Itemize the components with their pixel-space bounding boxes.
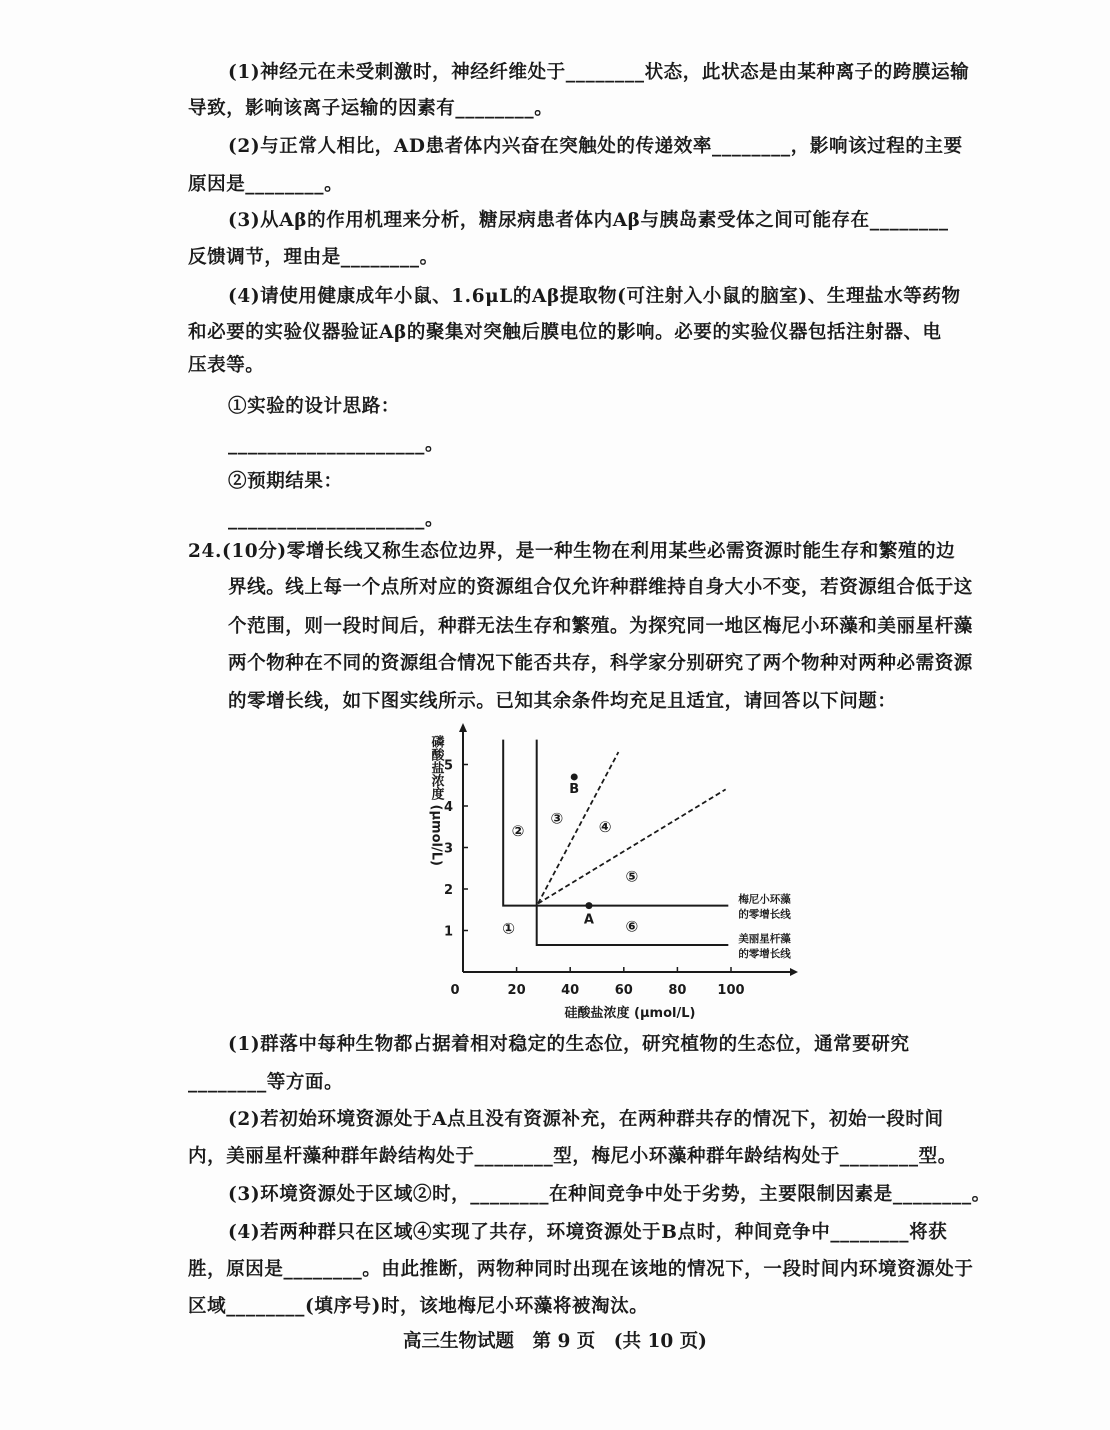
y-tick-label: 1 <box>443 924 453 940</box>
y-tick-label: 5 <box>443 758 453 774</box>
text-line: (2)若初始环境资源处于A点且没有资源补充，在两种群共存的情况下，初始一段时间 <box>228 1109 944 1130</box>
zero-growth-chart <box>420 715 810 1025</box>
y-tick-label: 4 <box>443 800 453 815</box>
text-line: 压表等。 <box>188 355 265 376</box>
text-line: 反馈调节，理由是________。 <box>188 247 439 268</box>
text-line: 24.(10分)零增长线又称生态位边界，是一种生物在利用某些必需资源时能生存和繁殖的边 <box>188 541 956 562</box>
y-tick-label: 2 <box>443 883 453 898</box>
x-tick-label: 0 <box>450 983 460 998</box>
text-line: 导致，影响该离子运输的因素有________。 <box>188 98 554 119</box>
text-line: 胜，原因是________。由此推断，两物种同时出现在该地的情况下，一段时间内环境资源处于 <box>188 1259 974 1280</box>
x-axis-label: 硅酸盐浓度 (μmol/L) <box>564 1006 696 1021</box>
text-line: 区域________(填序号)时，该地梅尼小环藻将被淘汰。 <box>188 1296 649 1317</box>
region-label: ⑥ <box>625 917 639 936</box>
text-line: 两个物种在不同的资源组合情况下能否共存，科学家分别研究了两个物种对两种必需资源 <box>228 653 973 674</box>
series-label: 梅尼小环藻 <box>738 893 791 906</box>
region-label: ① <box>502 919 515 938</box>
text-line: (1)神经元在未受刺激时，神经纤维处于________状态，此状态是由某种离子的跨膜运输 <box>228 62 970 83</box>
x-axis-arrow-icon <box>790 968 798 976</box>
text-line: 内，美丽星杆藻种群年龄结构处于________型，梅尼小环藻种群年龄结构处于________型。 <box>188 1146 957 1167</box>
text-line: (3)从Aβ的作用机理来分析，糖尿病患者体内Aβ与胰岛素受体之间可能存在________ <box>228 210 949 231</box>
x-tick-label: 60 <box>614 983 633 998</box>
text-line: 和必要的实验仪器验证Aβ的聚集对突触后膜电位的影响。必要的实验仪器包括注射器、电 <box>188 322 942 343</box>
text-line: ①实验的设计思路： <box>228 396 400 417</box>
y-axis-label: 磷酸盐浓度 (μmol/L) <box>428 735 444 866</box>
series-label: 的零增长线 <box>738 908 791 921</box>
x-tick-label: 100 <box>717 983 745 998</box>
series-line <box>537 740 729 945</box>
region-label: ⑤ <box>625 867 639 886</box>
x-tick-label: 80 <box>668 983 687 998</box>
text-line: ____________________。 <box>228 509 445 530</box>
text-line: 的零增长线，如下图实线所示。已知其余条件均充足且适宜，请回答以下问题： <box>228 691 897 712</box>
point-label: A <box>583 912 594 928</box>
x-tick-label: 40 <box>561 983 580 998</box>
text-line: (1)群落中每种生物都占据着相对稳定的生态位，研究植物的生态位，通常要研究 <box>228 1034 910 1055</box>
text-line: ________等方面。 <box>188 1072 344 1093</box>
region-label: ③ <box>550 809 564 828</box>
series-label: 美丽星杆藻 <box>738 933 791 946</box>
region-label: ② <box>511 821 525 840</box>
point-label: B <box>569 781 580 797</box>
page-footer: 高三生物试题 第 9 页 (共 10 页) <box>403 1331 707 1352</box>
text-line: (2)与正常人相比，AD患者体内兴奋在突触处的传递效率________，影响该过程的主要 <box>228 136 963 157</box>
series-label: 的零增长线 <box>738 948 791 961</box>
text-line: ②预期结果： <box>228 471 343 492</box>
text-line: (4)请使用健康成年小鼠、1.6μL的Aβ提取物(可注射入小鼠的脑室)、生理盐水等药物 <box>228 286 961 307</box>
text-line: 个范围，则一段时间后，种群无法生存和繁殖。为探究同一地区梅尼小环藻和美丽星杆藻 <box>228 616 973 637</box>
y-tick-label: 3 <box>443 841 453 857</box>
text-line: (4)若两种群只在区域④实现了共存，环境资源处于B点时，种间竞争中________将获 <box>228 1222 948 1243</box>
text-line: ____________________。 <box>228 434 445 455</box>
text-line: 界线。线上每一个点所对应的资源组合仅允许种群维持自身大小不变，若资源组合低于这 <box>228 577 973 598</box>
region-label: ④ <box>598 817 612 836</box>
text-line: 原因是________。 <box>188 174 344 195</box>
series-line <box>538 789 726 903</box>
y-axis-arrow-icon <box>459 723 467 732</box>
data-point <box>585 902 592 909</box>
text-line: (3)环境资源处于区域②时，________在种间竞争中处于劣势，主要限制因素是________。 <box>228 1184 991 1205</box>
data-point <box>571 773 578 780</box>
x-tick-label: 20 <box>507 983 526 998</box>
